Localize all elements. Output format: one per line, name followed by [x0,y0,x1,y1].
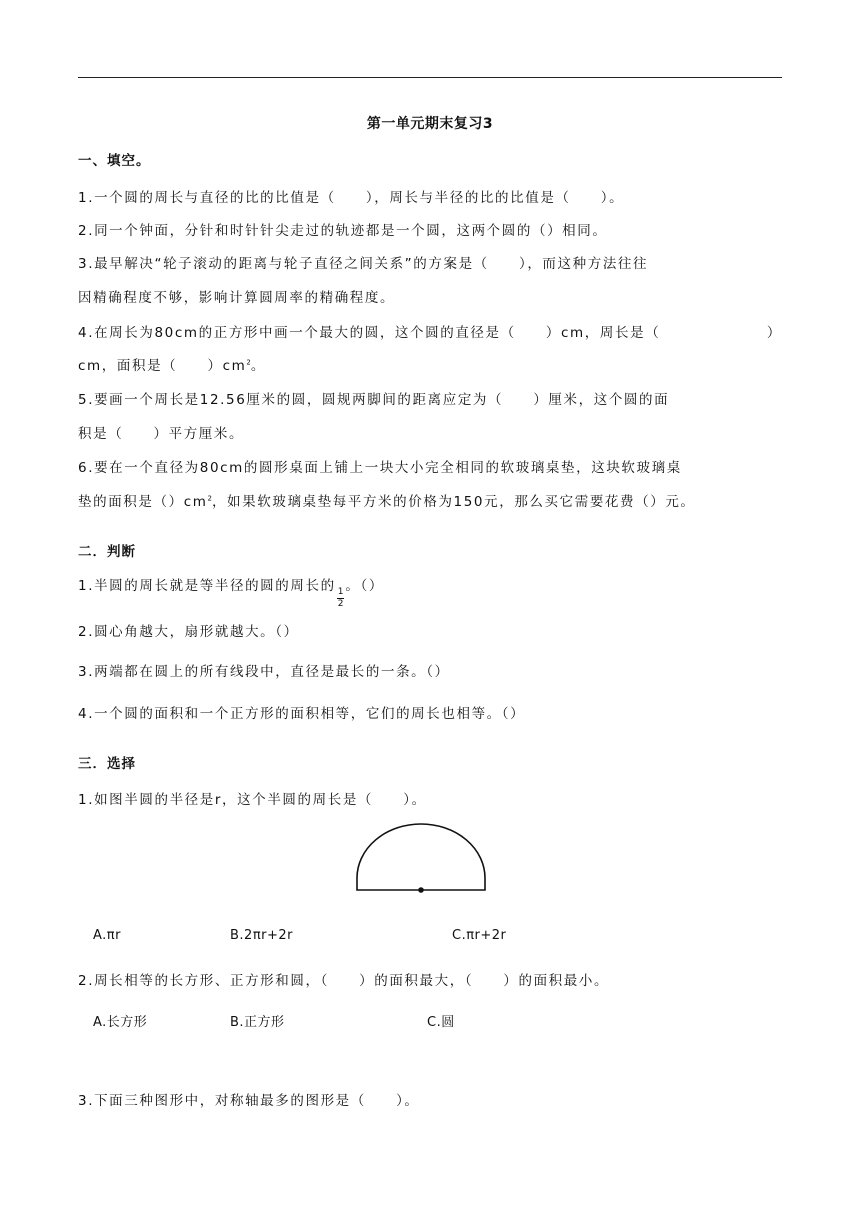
fill-q3-line2: 因精确程度不够，影响计算圆周率的精确程度。 [78,290,396,306]
choice-q2-option-a: A.长方形 [93,1015,148,1030]
fraction-denominator: 2 [337,599,344,610]
superscript-2: 2 [207,494,212,503]
judge-q3: 3.两端都在圆上的所有线段中，直径是最长的一条。（） [78,664,450,680]
choice-q2-option-c: C.圆 [427,1015,455,1030]
fill-q4-line1-text: 4.在周长为80cm的正方形中画一个最大的圆，这个圆的直径是（ ）cm，周长是（ [78,325,661,341]
fill-q4-line1 [78,321,782,341]
choice-q1-option-a: A.πr [93,928,121,943]
semicircle-outline [357,824,485,890]
fill-q5-line2: 积是（ ）平方厘米。 [78,426,245,442]
superscript-2: 2 [246,358,251,367]
fraction-one-half [337,588,345,609]
fill-q6-line2-text: 垫的面积是（）cm [78,494,208,510]
fill-q4-line2-end: 。 [250,358,266,374]
fill-q1: 1.一个圆的周长与直径的比的比值是（ ），周长与半径的比的比值是（ ）。 [78,190,625,206]
choice-q1-option-c: C.πr+2r [452,928,507,943]
fill-q3-line1: 3.最早解决“轮子滚动的距离与轮子直径之间关系”的方案是（ ），而这种方法往往 [78,256,649,272]
fraction-numerator: 1 [337,587,344,598]
fill-q6-line1: 6.要在一个直径为80cm的圆形桌面上铺上一块大小完全相同的软玻璃桌垫，这块软玻璃桌 [78,460,682,476]
judge-q1-text: 1.半圆的周长就是等半径的圆的周长的 [78,578,336,594]
header-rule [78,77,782,78]
section-3-heading: 三．选择 [78,756,136,772]
fill-q4-line2 [78,354,266,374]
judge-q2: 2.圆心角越大，扇形就越大。（） [78,624,299,640]
section-2-heading: 二．判断 [78,544,136,560]
judge-q1 [78,574,384,609]
choice-q3: 3.下面三种图形中，对称轴最多的图形是（ ）。 [78,1093,420,1109]
center-dot [418,887,424,893]
semicircle-figure [352,820,492,900]
choice-q2-option-b: B.正方形 [230,1015,285,1030]
section-1-heading: 一、填空。 [78,153,151,169]
judge-q1-end: 。（） [345,578,384,594]
choice-q2: 2.周长相等的长方形、正方形和圆，（ ）的面积最大，（ ）的面积最小。 [78,973,610,989]
fill-q5-line1: 5.要画一个周长是12.56厘米的圆，圆规两脚间的距离应定为（ ）厘米，这个圆的面 [78,392,670,408]
choice-q1: 1.如图半圆的半径是r，这个半圆的周长是（ ）。 [78,792,427,808]
fill-q4-line1-end: ） [766,325,782,341]
judge-q4: 4.一个圆的面积和一个正方形的面积相等，它们的周长也相等。（） [78,706,526,722]
fill-q4-line2-text: cm，面积是（ ）cm [78,358,247,374]
fill-q6-line2-end: ，如果软玻璃桌垫每平方米的价格为150元，那么买它需要花费（）元。 [211,494,696,510]
page-title: 第一单元期末复习3 [366,116,494,132]
fill-q6-line2 [78,490,696,510]
fill-q2: 2.同一个钟面，分针和时针针尖走过的轨迹都是一个圆，这两个圆的（）相同。 [78,223,608,239]
choice-q1-option-b: B.2πr+2r [230,928,294,943]
